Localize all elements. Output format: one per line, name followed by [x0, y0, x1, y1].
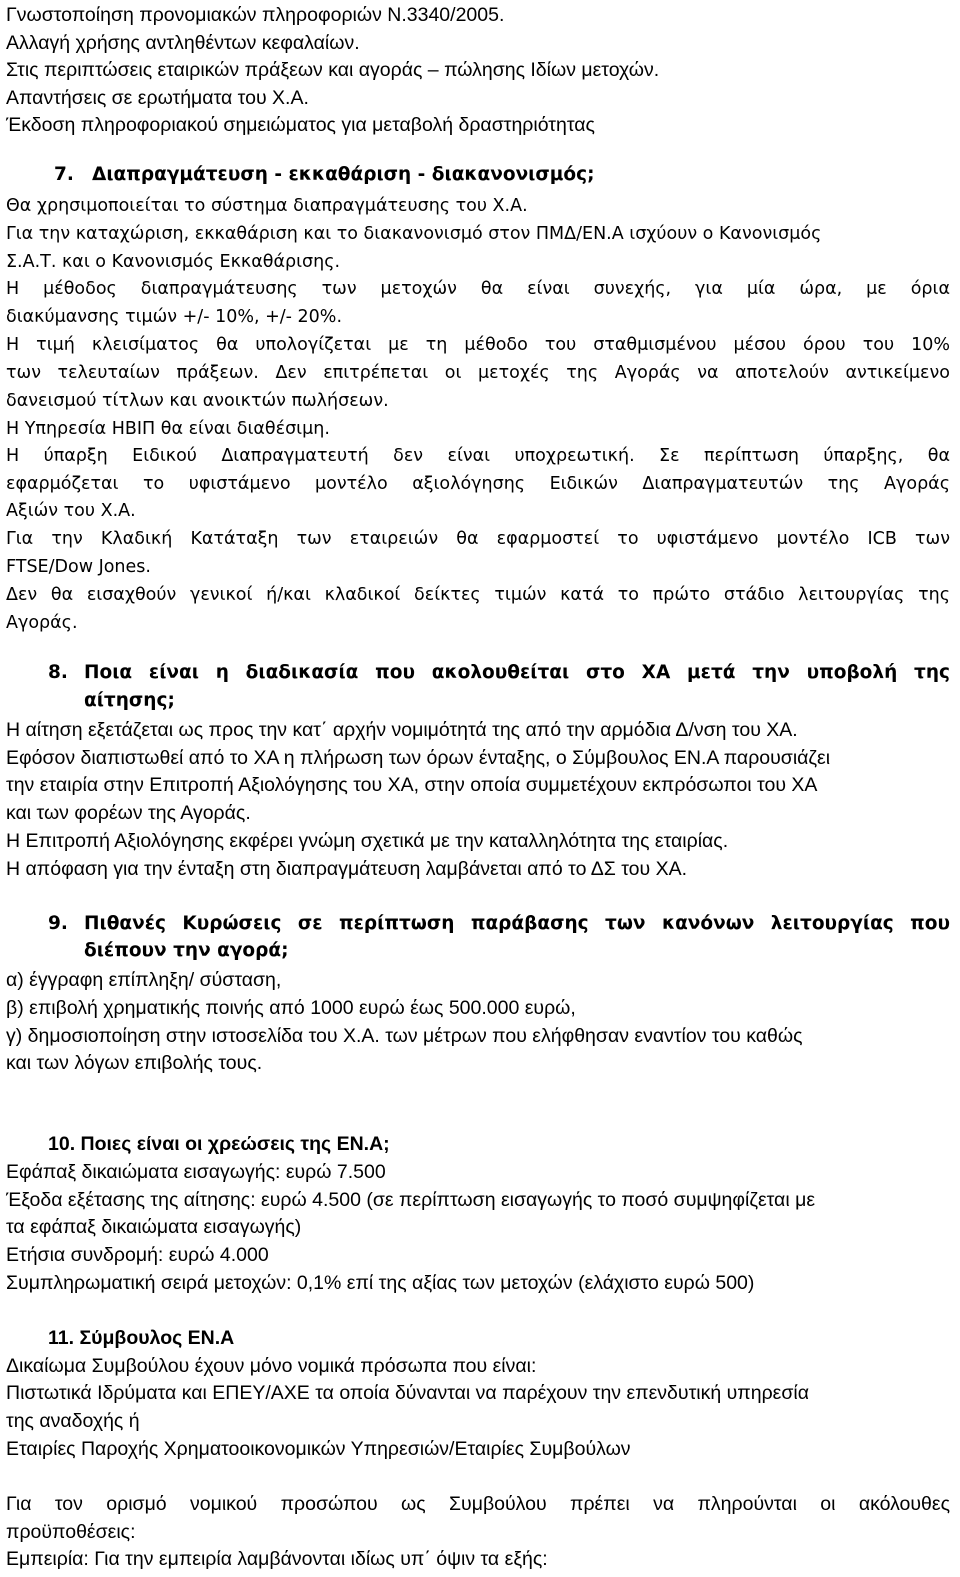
paragraph-line: Ετήσια συνδρομή: ευρώ 4.000 — [6, 1244, 269, 1266]
paragraph-line: Η τιμή κλεισίματος θα υπολογίζεται με τη μέθοδο του σταθμισμένου μέσου όρου του 10% — [6, 335, 950, 355]
paragraph-line: Η απόφαση για την ένταξη στη διαπραγμάτευση λαμβάνεται από το ΔΣ του ΧΑ. — [6, 858, 688, 880]
paragraph-line: προϋποθέσεις: — [6, 1521, 136, 1543]
paragraph-line: Για τον ορισμό νομικού προσώπου ως Συμβούλου πρέπει να πληρούνται οι ακόλουθες — [6, 1493, 950, 1515]
intro-line: Γνωστοποίηση προνομιακών πληροφοριών Ν.3340/2005. — [6, 4, 505, 26]
paragraph-line: Η αίτηση εξετάζεται ως προς την κατ΄ αρχήν νομιμότητά της από την αρμόδια Δ/νση του ΧΑ. — [6, 719, 798, 741]
paragraph-line: εφαρμόζεται το υφιστάμενο μοντέλο αξιολόγησης Ειδικών Διαπραγματευτών της Αγοράς — [6, 474, 950, 494]
paragraph-line: Εταιρίες Παροχής Χρηματοοικονομικών Υπηρεσιών/Εταιρίες Συμβούλων — [6, 1438, 631, 1460]
section-title: 10. Ποιες είναι οι χρεώσεις της ΕΝ.Α; — [48, 1133, 390, 1155]
paragraph-line: της αναδοχής ή — [6, 1410, 140, 1432]
paragraph-line: Εμπειρία: Για την εμπειρία λαμβάνονται ιδίως υπ΄ όψιν τα εξής: — [6, 1548, 548, 1570]
section-number: 9. — [48, 913, 68, 934]
paragraph-line: και των φορέων της Αγοράς. — [6, 802, 251, 824]
list-item: και των λόγων επιβολής τους. — [6, 1052, 263, 1074]
paragraph-line: Δεν θα εισαχθούν γενικοί ή/και κλαδικοί δείκτες τιμών κατά το πρώτο στάδιο λειτουργίας της — [6, 585, 950, 605]
section-title: Πιθανές Κυρώσεις σε περίπτωση παράβασης των κανόνων λειτουργίας που — [84, 913, 950, 934]
intro-line: Έκδοση πληροφοριακού σημειώματος για μεταβολή δραστηριότητας — [6, 114, 595, 136]
list-item: α) έγγραφη επίπληξη/ σύσταση, — [6, 969, 282, 991]
paragraph-line: Πιστωτικά Ιδρύματα και ΕΠΕΥ/ΑΧΕ τα οποία δύνανται να παρέχουν την επενδυτική υπηρεσία — [6, 1382, 810, 1404]
section-title: 11. Σύμβουλος ΕΝ.Α — [48, 1327, 235, 1349]
paragraph-line: Θα χρησιμοποιείται το σύστημα διαπραγμάτευσης του Χ.Α. — [6, 196, 528, 216]
paragraph-line: των τελευταίων πράξεων. Δεν επιτρέπεται οι μετοχές της Αγοράς να αποτελούν αντικείμενο — [6, 363, 950, 383]
section-title-cont: διέπουν την αγορά; — [84, 940, 289, 961]
intro-line: Αλλαγή χρήσης αντληθέντων κεφαλαίων. — [6, 32, 360, 54]
list-item: β) επιβολή χρηματικής ποινής από 1000 ευρώ έως 500.000 ευρώ, — [6, 997, 576, 1019]
paragraph-line: Η Υπηρεσία HBIΠ θα είναι διαθέσιμη. — [6, 419, 330, 439]
paragraph-line: Έξοδα εξέτασης της αίτησης: ευρώ 4.500 (σε περίπτωση εισαγωγής το ποσό συμψηφίζεται με — [6, 1189, 816, 1211]
paragraph-line: Δικαίωμα Συμβούλου έχουν μόνο νομικά πρόσωπα που είναι: — [6, 1355, 537, 1377]
section-title-cont: αίτησης; — [84, 690, 175, 711]
paragraph-line: την εταιρία στην Επιτροπή Αξιολόγησης του ΧΑ, στην οποία συμμετέχουν εκπρόσωποι του ΧΑ — [6, 774, 818, 796]
paragraph-line: Για την καταχώριση, εκκαθάριση και το διακανονισμό στον ΠΜΔ/ΕΝ.Α ισχύουν ο Κανονισμός — [6, 224, 822, 244]
section-number: 7. — [54, 164, 74, 185]
paragraph-line: FTSE/Dow Jones. — [6, 557, 151, 577]
section-title: Ποια είναι η διαδικασία που ακολουθείται στο ΧΑ μετά την υποβολή της — [84, 662, 950, 683]
list-item: γ) δημοσιοποίηση στην ιστοσελίδα του Χ.Α. των μέτρων που ελήφθησαν εναντίον του καθώς — [6, 1025, 803, 1047]
paragraph-line: Για την Κλαδική Κατάταξη των εταιρειών θα εφαρμοστεί το υφιστάμενο μοντέλο ICB των — [6, 529, 950, 549]
paragraph-line: Εφόσον διαπιστωθεί από το ΧΑ η πλήρωση των όρων ένταξης, ο Σύμβουλος ΕΝ.Α παρουσιάζει — [6, 747, 831, 769]
paragraph-line: Εφάπαξ δικαιώματα εισαγωγής: ευρώ 7.500 — [6, 1161, 386, 1183]
paragraph-line: Η Επιτροπή Αξιολόγησης εκφέρει γνώμη σχετικά με την καταλληλότητα της εταιρίας. — [6, 830, 729, 852]
paragraph-line: τα εφάπαξ δικαιώματα εισαγωγής) — [6, 1216, 302, 1238]
paragraph-line: Αγοράς. — [6, 613, 78, 633]
intro-line: Απαντήσεις σε ερωτήματα του Χ.Α. — [6, 87, 309, 109]
paragraph-line: Η ύπαρξη Ειδικού Διαπραγματευτή δεν είναι υποχρεωτική. Σε περίπτωση ύπαρξης, θα — [6, 446, 950, 466]
paragraph-line: Αξιών του Χ.Α. — [6, 501, 136, 521]
paragraph-line: Η μέθοδος διαπραγμάτευσης των μετοχών θα είναι συνεχής, για μία ώρα, με όρια — [6, 279, 950, 299]
paragraph-line: Σ.Α.Τ. και ο Κανονισμός Εκκαθάρισης. — [6, 252, 341, 272]
paragraph-line: διακύμανσης τιμών +/- 10%, +/- 20%. — [6, 307, 343, 327]
section-number: 8. — [48, 662, 68, 683]
intro-line: Στις περιπτώσεις εταιρικών πράξεων και αγοράς – πώλησης Ιδίων μετοχών. — [6, 59, 660, 81]
paragraph-line: δανεισμού τίτλων και ανοικτών πωλήσεων. — [6, 391, 389, 411]
section-title: Διαπραγμάτευση - εκκαθάριση - διακανονισμός; — [92, 164, 595, 185]
paragraph-line: Συμπληρωματική σειρά μετοχών: 0,1% επί της αξίας των μετοχών (ελάχιστο ευρώ 500) — [6, 1272, 755, 1294]
